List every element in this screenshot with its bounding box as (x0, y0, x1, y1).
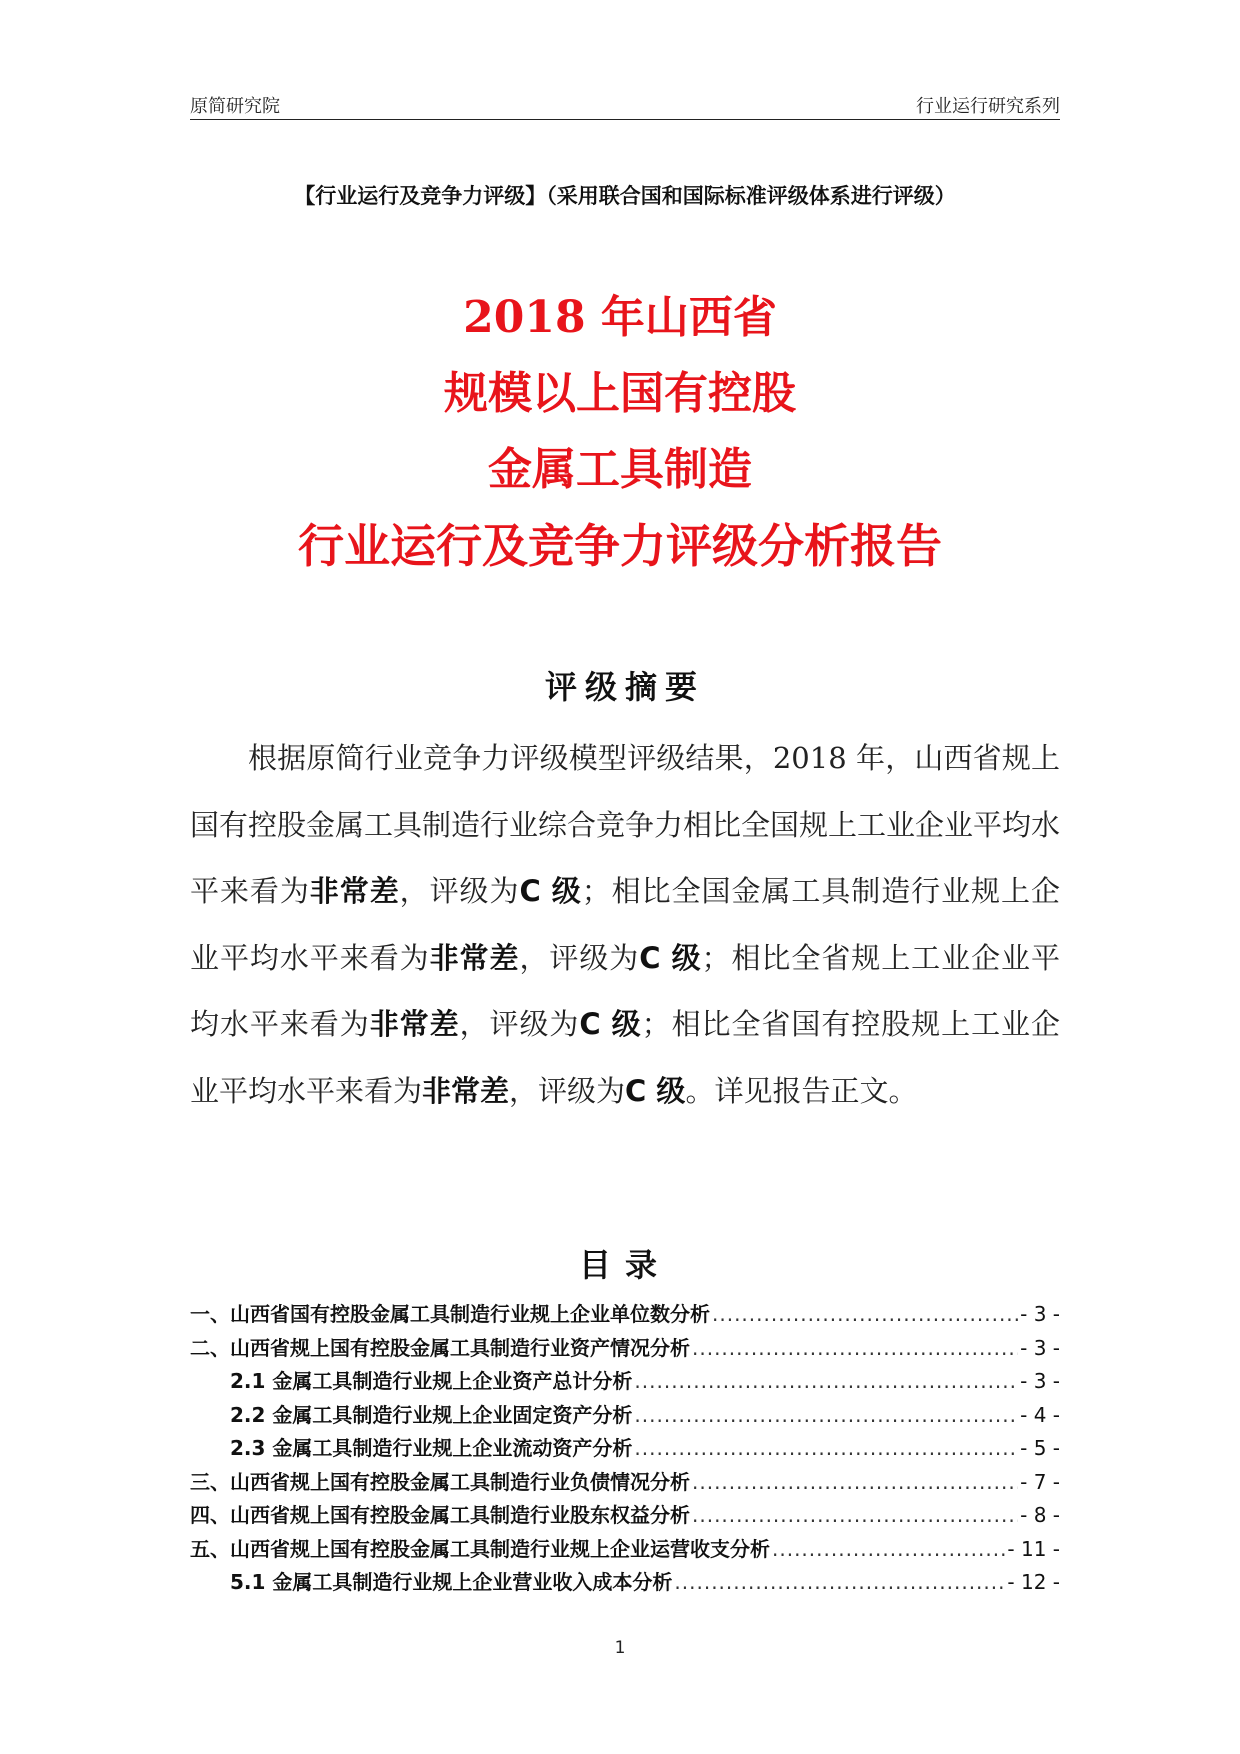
toc-dot-leader (712, 1298, 1018, 1332)
summary-heading: 评级摘要 (544, 668, 705, 706)
toc-entry-title: 2.3 金属工具制造行业规上企业流动资产分析 (230, 1436, 633, 1460)
summary-text: 根据原简行业竞争力评级模型评级结果，2018 年，山西省规上国有控股金属工具制造行业综合竞争力相比全国规上工业企业平均水平来看为 (190, 741, 1061, 908)
summary-text: ，评级为 (519, 940, 640, 975)
summary-text: 。详见报告正文。 (685, 1073, 918, 1108)
toc-entry[interactable] (190, 1466, 1060, 1500)
page-number: 1 (614, 1638, 626, 1658)
report-title (160, 280, 1080, 584)
page-header (190, 88, 1060, 118)
toc-dot-leader (772, 1533, 1005, 1567)
summary-emphasis: C 级 (625, 1073, 686, 1108)
toc-entry-title: 一、山西省国有控股金属工具制造行业规上企业单位数分析 (190, 1302, 710, 1326)
toc-entry-page: - 5 - (1020, 1436, 1060, 1460)
toc-entry-title: 2.2 金属工具制造行业规上企业固定资产分析 (230, 1402, 633, 1427)
header-rule (190, 119, 1060, 120)
summary-paragraph (190, 725, 1060, 1124)
toc-entry[interactable] (190, 1432, 1060, 1466)
toc-dot-leader (634, 1365, 1018, 1399)
title-line-1: 2018 年山西省 (463, 292, 777, 343)
title-line-4: 行业运行及竞争力评级分析报告 (298, 519, 942, 573)
summary-emphasis: 非常差 (309, 874, 400, 908)
toc-entry-page: - 4 - (1020, 1402, 1060, 1427)
toc-entry[interactable] (190, 1533, 1060, 1567)
toc-entry-page: - 12 - (1007, 1570, 1060, 1594)
toc-dot-leader (634, 1432, 1018, 1466)
summary-text: ，评级为 (509, 1073, 626, 1108)
toc-entry-title: 五、山西省规上国有控股金属工具制造行业规上企业运营收支分析 (190, 1536, 770, 1561)
header-org: 原简研究院 (190, 96, 280, 117)
header-series: 行业运行研究系列 (916, 96, 1060, 117)
toc-entry[interactable] (190, 1499, 1060, 1533)
toc-entry-page: - 7 - (1020, 1469, 1060, 1494)
summary-text: ；相比全省国有控股规上工业企业平均水平来看为 (190, 1007, 1060, 1108)
title-line-3: 金属工具制造 (488, 444, 752, 495)
toc-entry-title: 2.1 金属工具制造行业规上企业资产总计分析 (230, 1369, 633, 1393)
summary-emphasis: 非常差 (429, 940, 520, 975)
toc-dot-leader (674, 1566, 1005, 1600)
summary-emphasis: 非常差 (422, 1073, 510, 1108)
toc-entry-title: 三、山西省规上国有控股金属工具制造行业负债情况分析 (190, 1469, 690, 1494)
toc-entry-title: 二、山西省规上国有控股金属工具制造行业资产情况分析 (190, 1335, 690, 1360)
toc-heading: 目录 (578, 1246, 671, 1284)
toc-entry[interactable] (190, 1332, 1060, 1366)
toc-entry[interactable] (190, 1365, 1060, 1399)
toc-dot-leader (692, 1499, 1018, 1533)
table-of-contents (190, 1298, 1060, 1600)
toc-entry-page: - 8 - (1020, 1503, 1060, 1527)
summary-text: ，评级为 (399, 874, 520, 908)
toc-entry-page: - 11 - (1007, 1536, 1060, 1561)
summary-emphasis: C 级 (639, 940, 702, 975)
title-line-2: 规模以上国有控股 (444, 368, 796, 419)
toc-dot-leader (692, 1466, 1018, 1500)
toc-entry-page: - 3 - (1020, 1302, 1060, 1326)
summary-text: ；相比全国金属工具制造行业规上企业平均水平来看为 (190, 874, 1060, 975)
toc-entry[interactable] (190, 1566, 1060, 1600)
toc-entry-title: 5.1 金属工具制造行业规上企业营业收入成本分析 (230, 1570, 673, 1594)
toc-entry[interactable] (190, 1298, 1060, 1332)
toc-entry-title: 四、山西省规上国有控股金属工具制造行业股东权益分析 (190, 1503, 690, 1527)
toc-entry-page: - 3 - (1020, 1335, 1060, 1360)
summary-emphasis: 非常差 (369, 1007, 460, 1041)
toc-dot-leader (634, 1399, 1018, 1433)
toc-entry-page: - 3 - (1020, 1369, 1060, 1393)
report-subtitle: 【行业运行及竞争力评级】（采用联合国和国际标准评级体系进行评级） (294, 184, 956, 208)
summary-emphasis: C 级 (579, 1007, 642, 1041)
toc-dot-leader (692, 1332, 1018, 1366)
toc-entry[interactable] (190, 1399, 1060, 1433)
summary-text: ，评级为 (459, 1007, 580, 1041)
summary-emphasis: C 级 (519, 874, 582, 908)
summary-text: ；相比全省规上工业企业平均水平来看为 (190, 940, 1060, 1041)
